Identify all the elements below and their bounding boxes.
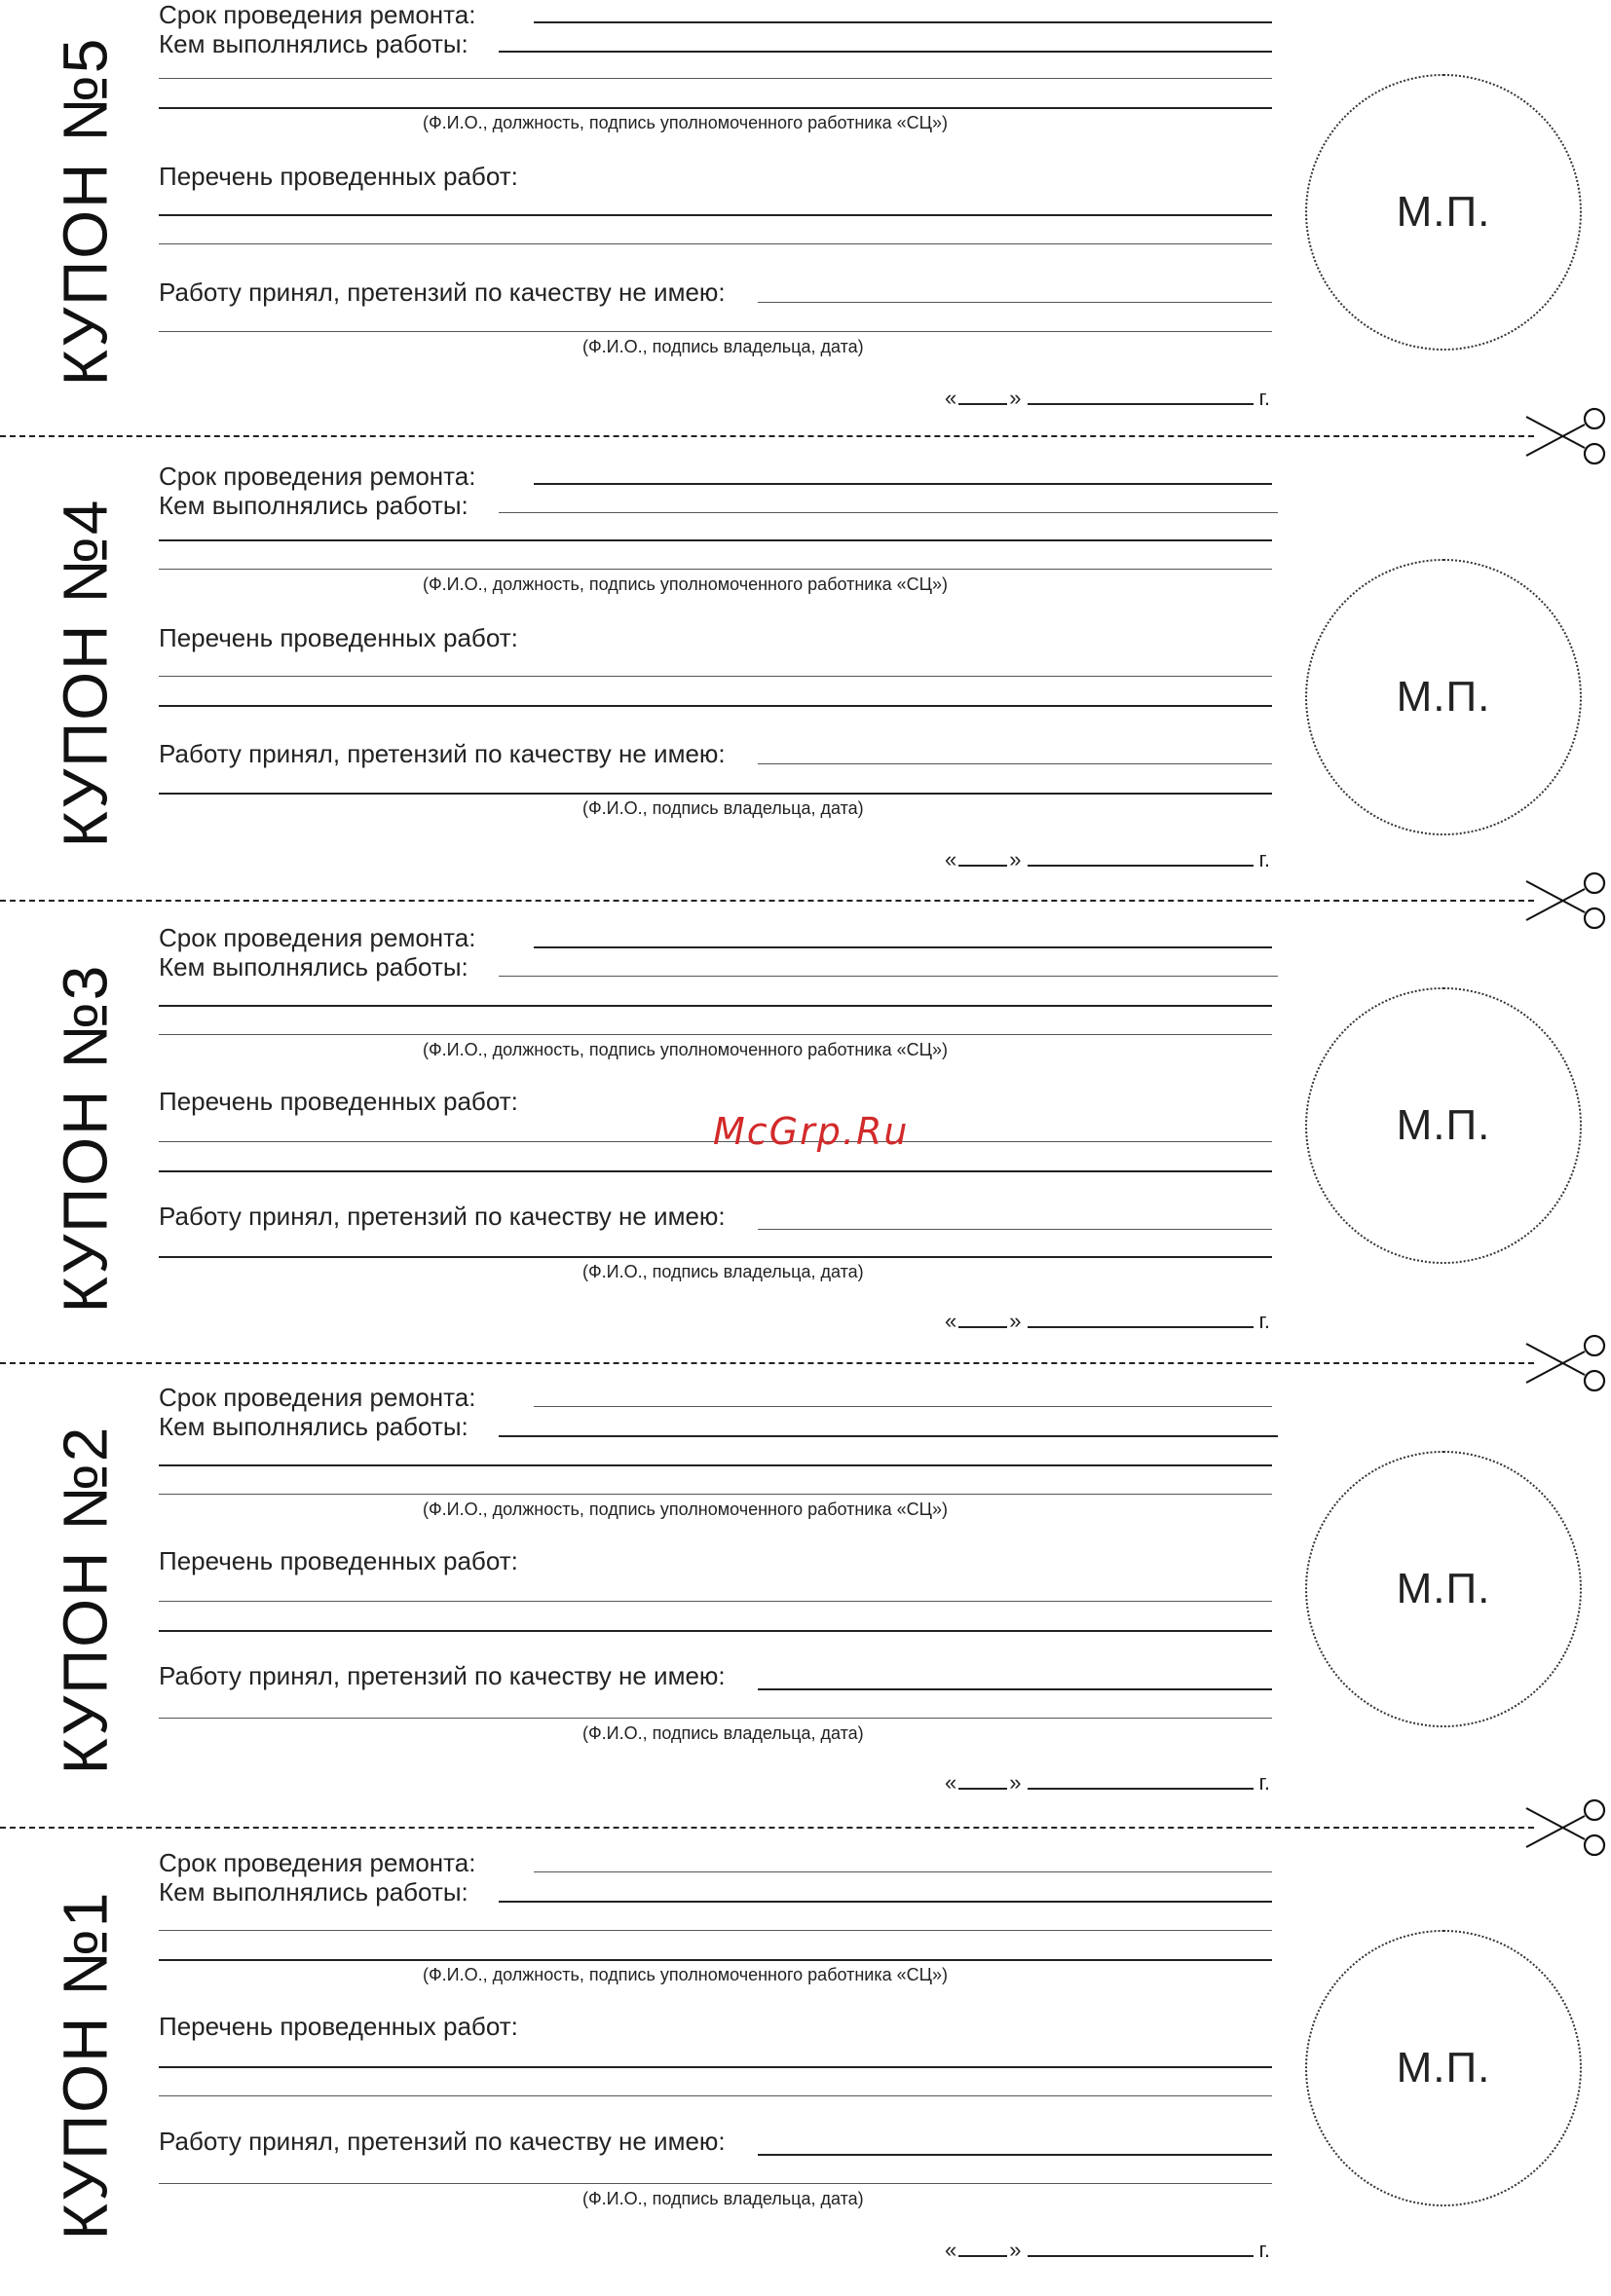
works-list-line-2[interactable] [159, 2095, 1272, 2096]
stamp-circle [1305, 987, 1582, 1264]
performed-by-line[interactable] [499, 51, 1272, 53]
repair-date-label: Срок проведения ремонта: [159, 462, 476, 491]
coupon-title: КУПОН №4 [50, 498, 120, 848]
year-suffix: г. [1258, 1770, 1270, 1795]
owner-line[interactable] [159, 1256, 1272, 1258]
date-field[interactable] [945, 2238, 1270, 2263]
performed-by-label: Кем выполнялись работы: [159, 29, 468, 58]
works-list-line-2[interactable] [159, 243, 1272, 244]
year-suffix: г. [1258, 386, 1270, 410]
works-list-line-2[interactable] [159, 705, 1272, 707]
month-blank[interactable] [1028, 1309, 1254, 1328]
owner-line[interactable] [159, 2183, 1272, 2184]
dashed-cut-line [0, 1827, 1534, 1829]
year-suffix: г. [1258, 847, 1270, 871]
performed-by-line-2[interactable] [159, 1930, 1272, 1931]
stamp-label: М.П. [1396, 2044, 1491, 2092]
owner-line[interactable] [159, 1718, 1272, 1719]
coupon-title: КУПОН №5 [50, 36, 120, 387]
accepted-label: Работу принял, претензий по качеству не имею: [159, 278, 726, 307]
owner-caption: (Ф.И.О., подпись владельца, дата) [582, 337, 864, 356]
coupon-title-box [0, 1834, 169, 2296]
date-close-quote: » [1009, 847, 1022, 871]
coupon-title-box [0, 442, 169, 904]
works-list-line-2[interactable] [159, 1170, 1272, 1172]
works-list-line-1[interactable] [159, 214, 1272, 216]
accepted-line[interactable] [758, 1688, 1272, 1690]
performed-by-caption: (Ф.И.О., должность, подпись уполномоченного работника «СЦ») [423, 113, 948, 132]
year-suffix: г. [1258, 2238, 1270, 2262]
performed-by-line[interactable] [499, 512, 1278, 513]
performed-by-line-2[interactable] [159, 1005, 1272, 1007]
stamp-circle [1305, 1451, 1582, 1727]
coupon-1 [0, 1834, 1611, 2296]
performed-by-line-3[interactable] [159, 107, 1272, 109]
date-field[interactable] [945, 1770, 1270, 1796]
day-blank[interactable] [958, 386, 1007, 405]
watermark: McGrp.Ru [713, 1110, 910, 1153]
performed-by-caption: (Ф.И.О., должность, подпись уполномоченного работника «СЦ») [423, 574, 948, 594]
repair-date-label: Срок проведения ремонта: [159, 0, 476, 29]
date-field[interactable] [945, 386, 1270, 411]
month-blank[interactable] [1028, 386, 1254, 405]
performed-by-line-3[interactable] [159, 569, 1272, 570]
owner-caption: (Ф.И.О., подпись владельца, дата) [582, 1723, 864, 1743]
performed-by-line[interactable] [499, 1901, 1272, 1903]
repair-date-line[interactable] [534, 21, 1272, 23]
works-list-label: Перечень проведенных работ: [159, 1546, 518, 1575]
repair-date-line[interactable] [534, 483, 1272, 485]
repair-date-line[interactable] [534, 1406, 1272, 1407]
accepted-line[interactable] [758, 302, 1272, 303]
date-close-quote: » [1009, 1309, 1022, 1333]
performed-by-caption: (Ф.И.О., должность, подпись уполномоченного работника «СЦ») [423, 1040, 948, 1059]
stamp-circle [1305, 74, 1582, 351]
day-blank[interactable] [958, 1770, 1007, 1790]
accepted-line[interactable] [758, 2154, 1272, 2156]
dashed-cut-line [0, 1362, 1534, 1364]
accepted-label: Работу принял, претензий по качеству не имею: [159, 2127, 726, 2156]
accepted-line[interactable] [758, 1229, 1272, 1230]
performed-by-line-3[interactable] [159, 1034, 1272, 1035]
works-list-label: Перечень проведенных работ: [159, 1087, 518, 1116]
stamp-label: М.П. [1396, 188, 1491, 236]
performed-by-caption: (Ф.И.О., должность, подпись уполномоченного работника «СЦ») [423, 1965, 948, 1984]
coupon-title: КУПОН №2 [50, 1425, 120, 1775]
works-list-line-1[interactable] [159, 1601, 1272, 1602]
owner-caption: (Ф.И.О., подпись владельца, дата) [582, 2189, 864, 2208]
works-list-label: Перечень проведенных работ: [159, 623, 518, 652]
dashed-cut-line [0, 435, 1534, 437]
month-blank[interactable] [1028, 2238, 1254, 2257]
owner-line[interactable] [159, 331, 1272, 332]
coupon-title: КУПОН №3 [50, 963, 120, 1314]
month-blank[interactable] [1028, 1770, 1254, 1790]
stamp-label: М.П. [1396, 673, 1491, 721]
accepted-label: Работу принял, претензий по качеству не имею: [159, 1202, 726, 1231]
owner-line[interactable] [159, 793, 1272, 795]
date-open-quote: « [945, 2238, 957, 2262]
month-blank[interactable] [1028, 847, 1254, 867]
works-list-line-1[interactable] [159, 676, 1272, 677]
performed-by-line-3[interactable] [159, 1494, 1272, 1495]
works-list-label: Перечень проведенных работ: [159, 162, 518, 191]
date-field[interactable] [945, 1309, 1270, 1334]
stamp-label: М.П. [1396, 1101, 1491, 1149]
date-close-quote: » [1009, 386, 1022, 410]
coupon-title-box [0, 1369, 169, 1831]
performed-by-label: Кем выполнялись работы: [159, 491, 468, 520]
day-blank[interactable] [958, 1309, 1007, 1328]
repair-date-label: Срок проведения ремонта: [159, 1848, 476, 1877]
performed-by-label: Кем выполнялись работы: [159, 1877, 468, 1907]
performed-by-line-2[interactable] [159, 539, 1272, 541]
owner-caption: (Ф.И.О., подпись владельца, дата) [582, 798, 864, 818]
works-list-label: Перечень проведенных работ: [159, 2012, 518, 2041]
accepted-line[interactable] [758, 763, 1272, 764]
owner-caption: (Ф.И.О., подпись владельца, дата) [582, 1262, 864, 1281]
performed-by-line-3[interactable] [159, 1959, 1272, 1961]
repair-date-line[interactable] [534, 946, 1272, 948]
date-open-quote: « [945, 1770, 957, 1795]
date-close-quote: » [1009, 2238, 1022, 2262]
date-open-quote: « [945, 386, 957, 410]
repair-date-line[interactable] [534, 1871, 1272, 1872]
stamp-label: М.П. [1396, 1565, 1491, 1612]
coupon-5 [0, 0, 1611, 442]
performed-by-caption: (Ф.И.О., должность, подпись уполномоченного работника «СЦ») [423, 1500, 948, 1519]
date-close-quote: » [1009, 1770, 1022, 1795]
repair-date-label: Срок проведения ремонта: [159, 923, 476, 952]
date-open-quote: « [945, 1309, 957, 1333]
performed-by-line[interactable] [499, 1435, 1278, 1437]
performed-by-label: Кем выполнялись работы: [159, 952, 468, 981]
date-field[interactable] [945, 847, 1270, 872]
repair-date-label: Срок проведения ремонта: [159, 1383, 476, 1412]
coupon-title-box [0, 907, 169, 1369]
stamp-circle [1305, 559, 1582, 835]
coupon-title: КУПОН №1 [50, 1890, 120, 2240]
accepted-label: Работу принял, претензий по качеству не имею: [159, 739, 726, 768]
accepted-label: Работу принял, претензий по качеству не имею: [159, 1661, 726, 1690]
year-suffix: г. [1258, 1309, 1270, 1333]
coupon-title-box [0, 0, 169, 442]
works-list-line-2[interactable] [159, 1630, 1272, 1632]
day-blank[interactable] [958, 2238, 1007, 2257]
day-blank[interactable] [958, 847, 1007, 867]
coupon-4 [0, 442, 1611, 904]
performed-by-line-2[interactable] [159, 78, 1272, 79]
performed-by-line[interactable] [499, 976, 1278, 977]
date-open-quote: « [945, 847, 957, 871]
dashed-cut-line [0, 900, 1534, 902]
coupon-2 [0, 1369, 1611, 1831]
performed-by-line-2[interactable] [159, 1464, 1272, 1466]
stamp-circle [1305, 1930, 1582, 2206]
performed-by-label: Кем выполнялись работы: [159, 1412, 468, 1441]
works-list-line-1[interactable] [159, 2066, 1272, 2068]
